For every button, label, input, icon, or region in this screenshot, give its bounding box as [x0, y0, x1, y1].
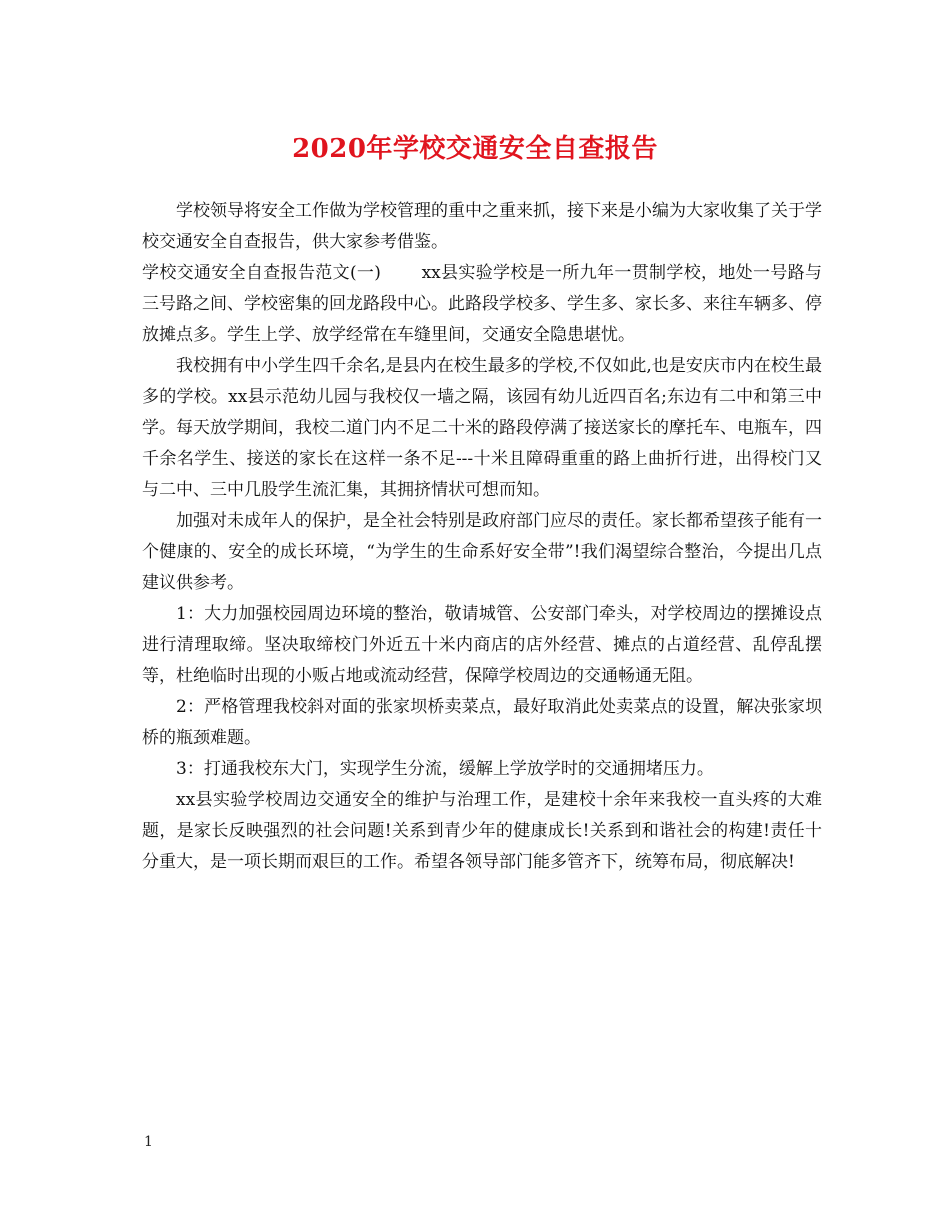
paragraph: 学校交通安全自查报告范文(一) xx县实验学校是一所九年一贯制学校，地处一号路与三号路之间、学校密集的回龙路段中心。此路段学校多、学生多、家长多、来往车辆多、停放摊点多。学生上学、放学经常在车缝里间，交通安全隐患堪忧。 [142, 263, 822, 345]
paragraph: 加强对未成年人的保护，是全社会特别是政府部门应尽的责任。家长都希望孩子能有一个健康的、安全的成长环境，“为学生的生命系好安全带”!我们渴望综合整治，今提出几点建议供参考。 [142, 511, 822, 593]
paragraph: xx县实验学校周边交通安全的维护与治理工作，是建校十余年来我校一直头疼的大难题，是家长反映强烈的社会问题!关系到青少年的健康成长!关系到和谐社会的构建!责任十分重大，是一项长期而艰巨的工作。希望各领导部门能多管齐下，统筹布局，彻底解决! [142, 790, 822, 872]
paragraph: 3：打通我校东大门，实现学生分流，缓解上学放学时的交通拥堵压力。 [176, 759, 714, 779]
paragraph: 2：严格管理我校斜对面的张家坝桥卖菜点，最好取消此处卖菜点的设置，解决张家坝桥的瓶颈难题。 [142, 697, 822, 748]
document-title: 2020年学校交通安全自查报告 [292, 134, 658, 164]
page-number: 1 [144, 1134, 153, 1150]
paragraph: 1：大力加强校园周边环境的整治，敬请城管、公安部门牵头，对学校周边的摆摊设点进行清理取缔。坚决取缔校门外近五十米内商店的店外经营、摊点的占道经营、乱停乱摆等，杜绝临时出现的小贩占地或流动经营，保障学校周边的交通畅通无阻。 [142, 604, 822, 686]
document-body [142, 196, 822, 878]
paragraph: 学校领导将安全工作做为学校管理的重中之重来抓，接下来是小编为大家收集了关于学校交通安全自查报告，供大家参考借鉴。 [142, 201, 822, 252]
paragraph: 我校拥有中小学生四千余名,是县内在校生最多的学校,不仅如此,也是安庆市内在校生最多的学校。xx县示范幼儿园与我校仅一墙之隔，该园有幼儿近四百名;东边有二中和第三中学。每天放学期间，我校二道门内不足二十米的路段停满了接送家长的摩托车、电瓶车，四千余名学生、接送的家长在这样一条不足---十米且障碍重重的路上曲折行进，出得校门又与二中、三中几股学生流汇集，其拥挤情状可想而知。 [142, 356, 822, 500]
